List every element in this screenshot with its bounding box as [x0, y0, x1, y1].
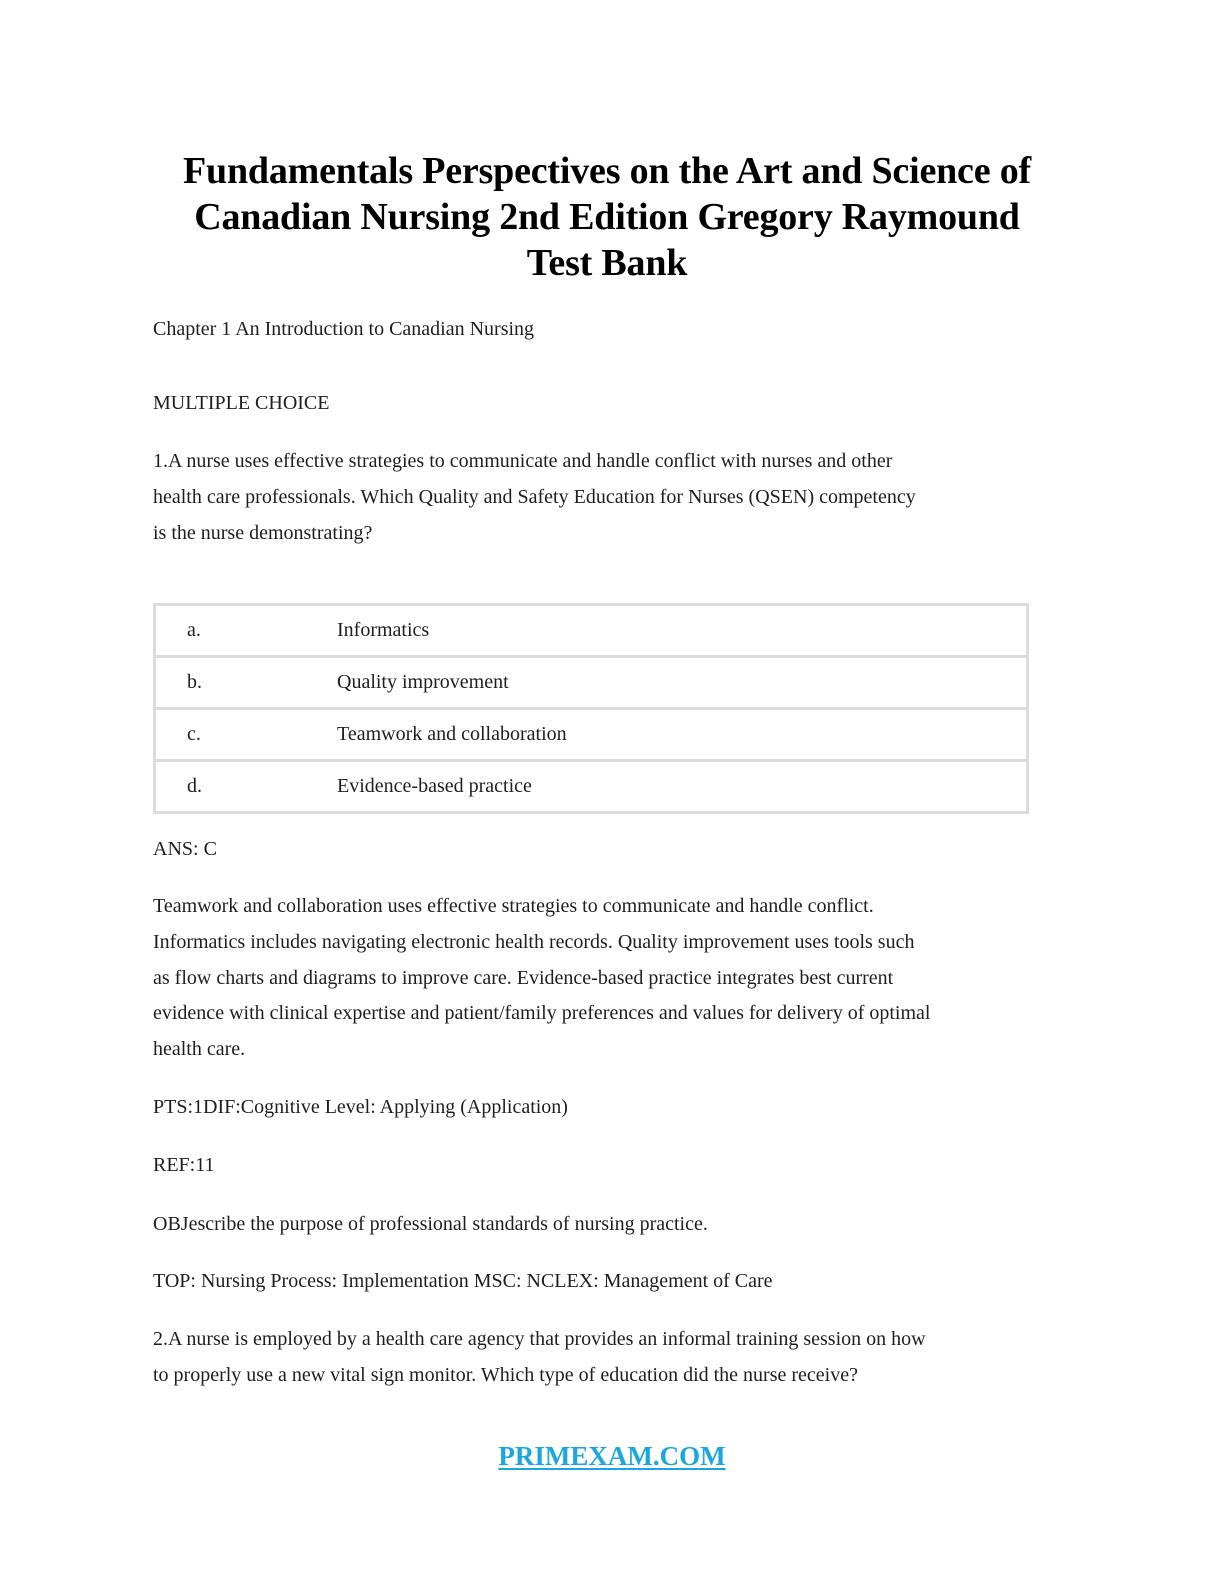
option-text: Teamwork and collaboration	[337, 723, 567, 745]
objective: OBJescribe the purpose of professional standards of nursing practice.	[153, 1213, 708, 1235]
option-letter: d.	[187, 775, 202, 797]
rationale-line: as flow charts and diagrams to improve care. Evidence-based practice integrates best current	[153, 966, 894, 989]
option-text: Evidence-based practice	[337, 775, 532, 797]
option-letter: c.	[187, 723, 201, 745]
rationale-line: evidence with clinical expertise and patient/family preferences and values for delivery of optimal	[153, 1002, 931, 1025]
answer-key: ANS: C	[153, 838, 217, 860]
option-row-b	[156, 658, 1026, 710]
rationale	[153, 889, 1063, 1068]
stem-line: 2.A nurse is employed by a health care agency that provides an informal training session on how	[153, 1328, 926, 1350]
title-line: Fundamentals Perspectives on the Art and Science of	[183, 150, 1031, 192]
chapter-heading: Chapter 1 An Introduction to Canadian Nursing	[153, 318, 535, 340]
document-title	[140, 148, 1074, 286]
question-1-options-table	[153, 603, 1029, 814]
option-letter: a.	[187, 619, 201, 641]
option-letter: b.	[187, 671, 202, 693]
option-text: Informatics	[337, 619, 430, 641]
rationale-line: Informatics includes navigating electronic health records. Quality improvement uses tools such	[153, 930, 915, 953]
rationale-line: Teamwork and collaboration uses effective strategies to communicate and handle conflict.	[153, 895, 874, 917]
stem-line: 1.A nurse uses effective strategies to communicate and handle conflict with nurses and other	[153, 450, 893, 472]
option-row-c	[156, 710, 1026, 762]
stem-line: health care professionals. Which Quality and Safety Education for Nurses (QSEN) competency	[153, 485, 916, 508]
option-row-d	[156, 762, 1026, 811]
topic-msc: TOP: Nursing Process: Implementation MSC: NCLEX: Management of Care	[153, 1270, 773, 1292]
option-text: Quality improvement	[337, 671, 509, 693]
option-row-a	[156, 606, 1026, 658]
reference: REF:11	[153, 1154, 215, 1176]
points-difficulty: PTS:1DIF:Cognitive Level: Applying (Application)	[153, 1096, 568, 1118]
footer	[0, 1439, 1224, 1473]
stem-line: is the nurse demonstrating?	[153, 521, 373, 544]
title-line: Test Bank	[526, 242, 688, 284]
section-heading: MULTIPLE CHOICE	[153, 392, 330, 414]
question-1-stem	[153, 444, 1063, 551]
question-2-stem	[153, 1322, 1063, 1394]
stem-line: to properly use a new vital sign monitor. Which type of education did the nurse receive?	[153, 1363, 858, 1386]
title-line: Canadian Nursing 2nd Edition Gregory Raymound	[194, 196, 1020, 238]
rationale-line: health care.	[153, 1038, 246, 1061]
primexam-link[interactable]: PRIMEXAM.COM	[498, 1441, 726, 1471]
